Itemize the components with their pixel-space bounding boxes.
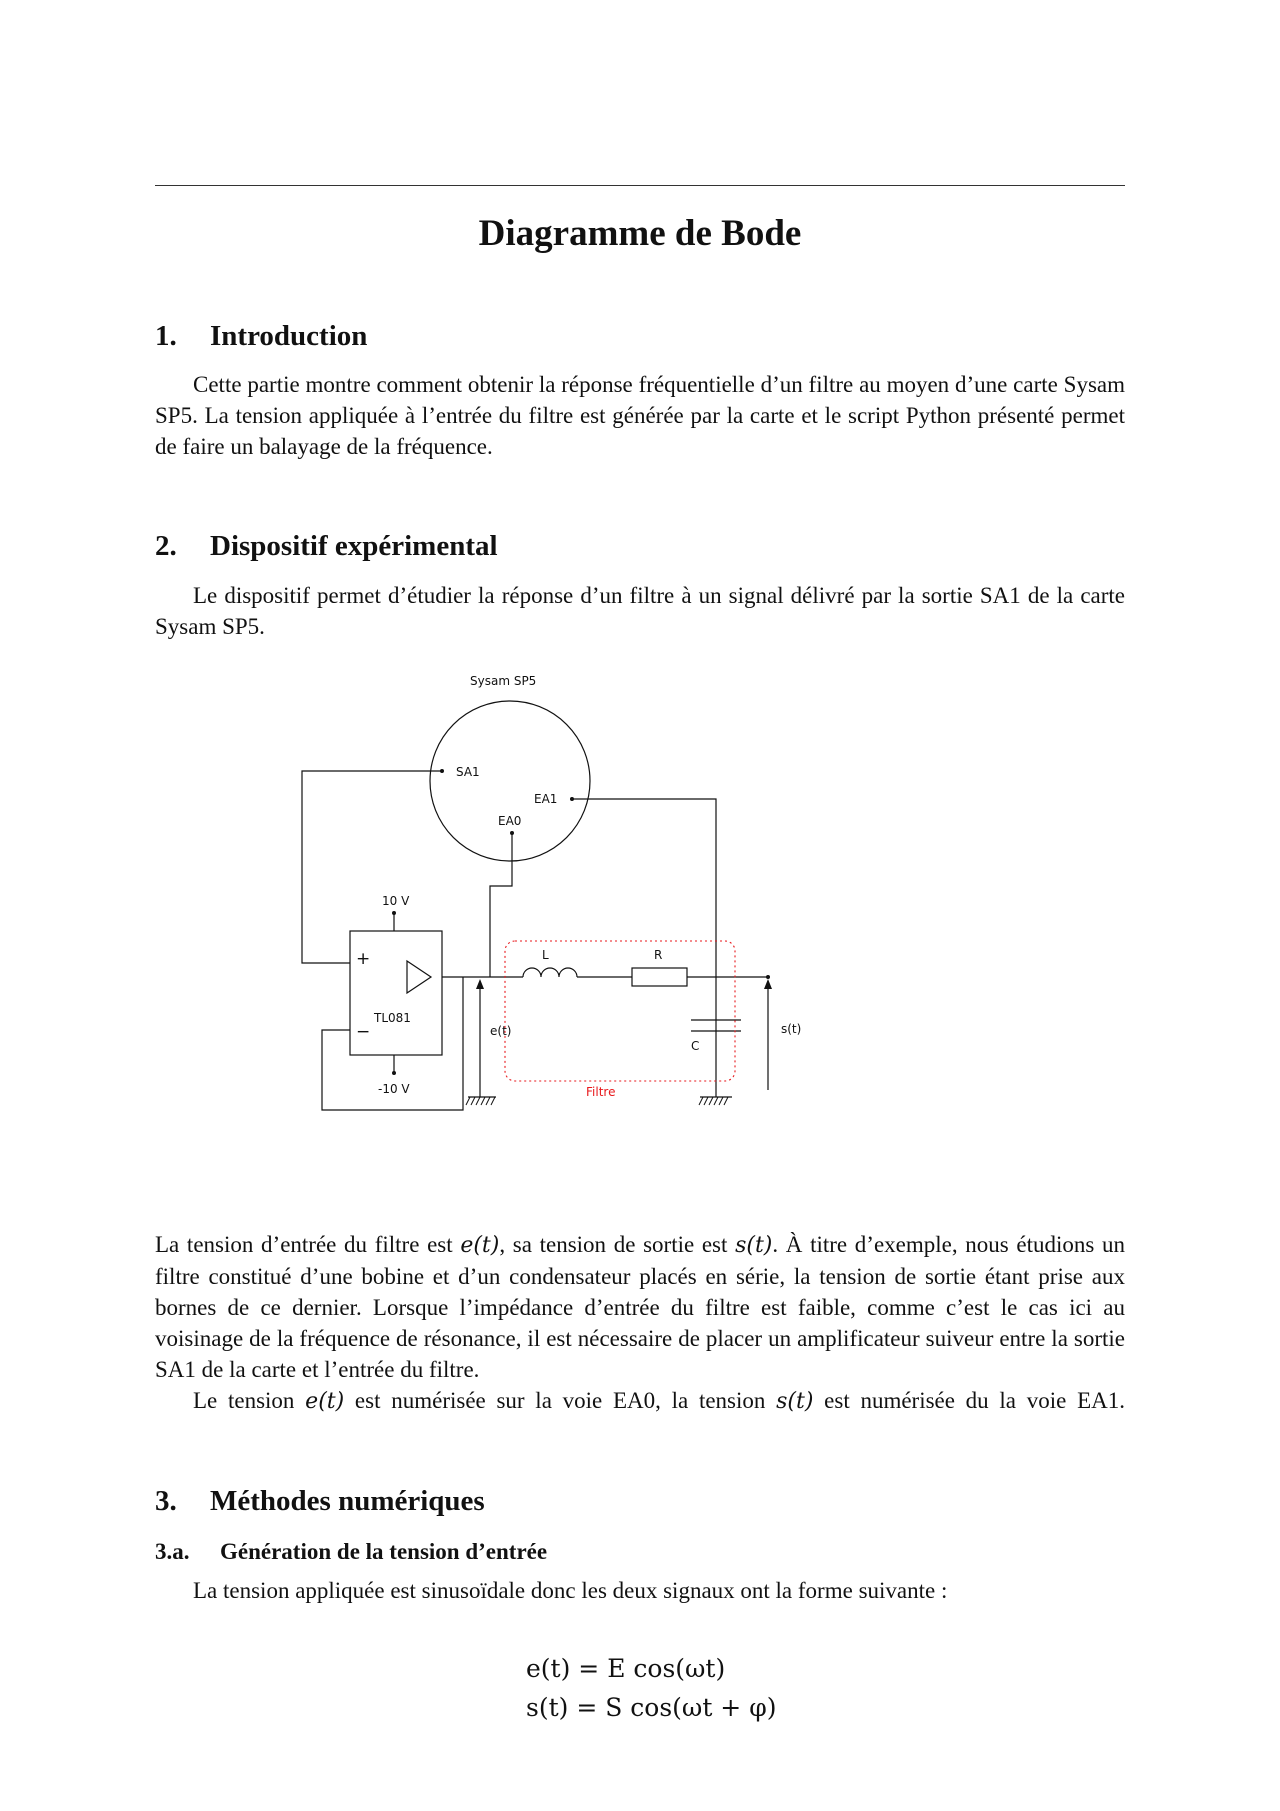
wire-ea0 [490, 833, 512, 977]
p2-text-b: est numérisée sur la voie EA0, la tension [344, 1388, 777, 1413]
circuit-diagram [290, 665, 830, 1135]
subsection-3a-title: Génération de la tension d’entrée [220, 1539, 548, 1564]
p2-text-c: est numérisée du la voie EA1. [813, 1388, 1125, 1413]
section-1-heading [155, 320, 367, 353]
label-opamp: TL081 [374, 1011, 411, 1025]
dot-out [766, 975, 770, 979]
label-minus: − [356, 1022, 371, 1042]
label-vminus: -10 V [378, 1082, 410, 1096]
opamp-triangle [407, 961, 431, 993]
label-L: L [542, 948, 549, 962]
math-s-of-t-2: s(t) [776, 1389, 814, 1414]
label-R: R [654, 948, 663, 962]
dot-vplus [392, 911, 396, 915]
label-st: s(t) [781, 1022, 802, 1036]
top-rule [155, 185, 1125, 186]
label-ea0: EA0 [498, 814, 522, 828]
p1-text-b: , sa tension de sortie est [499, 1232, 736, 1257]
math-e-of-t: e(t) [460, 1233, 500, 1258]
label-sa1: SA1 [456, 765, 480, 779]
resistor [632, 968, 687, 986]
p2-text-a: Le tension [193, 1388, 306, 1413]
section-2-title: Dispositif expérimental [210, 530, 498, 562]
label-et: e(t) [490, 1024, 512, 1038]
dot-ea1 [570, 797, 574, 801]
dot-vminus [392, 1071, 396, 1075]
dot-sa1 [440, 769, 444, 773]
sysam-card-circle [430, 701, 590, 861]
intro-paragraph: Cette partie montre comment obtenir la réponse fréquentielle d’un filtre au moyen d’une carte Sysam SP5. La tension appliquée à l’entrée du filtre est générée par la carte et le script Python présenté permet de faire un balayage de la fréquence. [155, 372, 1125, 459]
math-s-of-t: s(t) [735, 1233, 773, 1258]
input-voltage-paragraph: La tension appliquée est sinusoïdale donc les deux signaux ont la forme suivante : [193, 1578, 948, 1603]
wire-sa1 [302, 771, 442, 963]
setup-paragraph: Le dispositif permet d’étudier la réponse d’un filtre à un signal délivré par la sortie SA1 de la carte Sysam SP5. [155, 583, 1125, 639]
section-1-number: 1. [155, 320, 177, 352]
equation-s: s(t) = S cos(ωt + φ) [526, 1693, 777, 1722]
label-vplus: 10 V [382, 894, 410, 908]
filter-box [505, 941, 735, 1081]
p1-text-c: . À titre d’exemple, nous étudions un filtre constitué d’une bobine et d’un condensateur placés en série, la tension de sortie étant prise aux bornes de ce dernier. Lorsque l’impédance d’entrée du filtre est faible, comme c’est le cas ici au voisinage de la fréquence de résonance, il est nécessaire de placer un amplificateur suiveur entre la sortie SA1 de la carte et l’entrée du filtre. [155, 1232, 1125, 1382]
section-3-number: 3. [155, 1485, 177, 1517]
section-3-heading [155, 1485, 485, 1518]
p1-text-a: La tension d’entrée du filtre est [155, 1232, 461, 1257]
subsection-3a-number: 3.a. [155, 1539, 190, 1564]
section-3-title: Méthodes numériques [210, 1485, 485, 1517]
equation-e: e(t) = E cos(ωt) [526, 1654, 726, 1683]
page-title: Diagramme de Bode [478, 213, 802, 254]
section-1-title: Introduction [210, 320, 368, 352]
section-2-heading [155, 530, 498, 563]
subsection-3a-heading [155, 1539, 547, 1565]
label-sysam: Sysam SP5 [470, 674, 537, 688]
digitization-paragraph [155, 1385, 1125, 1417]
st-arrow-head [764, 979, 772, 989]
section-2-number: 2. [155, 530, 177, 562]
dot-ea0 [510, 831, 514, 835]
circuit-description-paragraph [155, 1229, 1125, 1385]
et-arrow-head [476, 979, 484, 989]
label-plus: + [356, 949, 371, 969]
label-C: C [691, 1039, 700, 1053]
inductor [523, 968, 577, 977]
math-e-of-t-2: e(t) [305, 1389, 345, 1414]
label-ea1: EA1 [534, 792, 558, 806]
label-filter: Filtre [586, 1085, 616, 1099]
